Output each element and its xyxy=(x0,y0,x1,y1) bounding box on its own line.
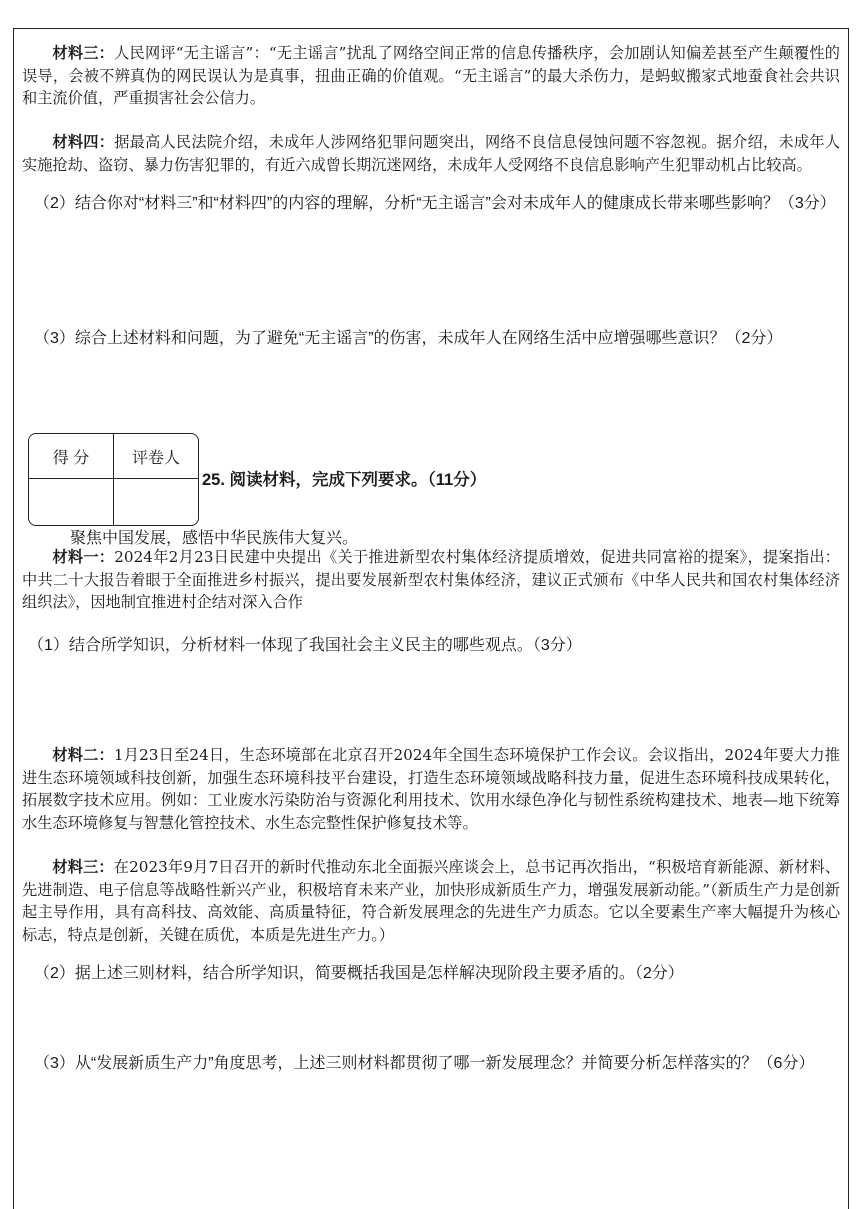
material-three-second xyxy=(22,856,840,946)
material-two xyxy=(22,744,840,834)
score-table xyxy=(28,433,199,526)
question-25-lead: 聚焦中国发展，感悟中华民族伟大复兴。 xyxy=(70,530,359,547)
material-one xyxy=(22,546,840,614)
material-text: 2024年2月23日民建中央提出《关于推进新型农村集体经济提质增效，促进共同富裕的提案》，提案指出：中共二十大报告着眼于全面推进乡村振兴，提出要发展新型农村集体经济，建议正式颁布《中华人民共和国农村集体经济组织法》，因地制宜推进村企结对深入合作 xyxy=(22,548,840,612)
material-three-first xyxy=(22,42,840,110)
material-label: 材料三： xyxy=(52,44,115,62)
score-header: 得 分 xyxy=(29,434,114,479)
material-text: 据最高人民法院介绍，未成年人涉网络犯罪问题突出，网络不良信息侵蚀问题不容忽视。据介绍，未成年人实施抢劫、盗窃、暴力伤害犯罪的，有近六成曾长期沉迷网络，未成年人受网络不良信息影响产生犯罪动机占比较高。 xyxy=(22,133,841,174)
material-label: 材料三： xyxy=(52,858,114,876)
question-25-3: （3）从“发展新质生产力”角度思考，上述三则材料都贯彻了哪一新发展理念？并简要分析怎样落实的？（6分） xyxy=(34,1055,815,1072)
question-25-1: （1）结合所学知识，分析材料一体现了我国社会主义民主的哪些观点。（3分） xyxy=(28,637,582,654)
material-four xyxy=(22,131,840,176)
question-2-first: （2）结合你对“材料三”和“材料四”的内容的理解，分析“无主谣言”会对未成年人的健康成长带来哪些影响？（3分） xyxy=(34,195,836,212)
grader-header: 评卷人 xyxy=(114,434,198,479)
grader-cell[interactable] xyxy=(114,479,198,525)
material-label: 材料四： xyxy=(52,133,115,151)
material-text: 在2023年9月7日召开的新时代推动东北全面振兴座谈会上，总书记再次指出，“积极培育新能源、新材料、先进制造、电子信息等战略性新兴产业，积极培育未来产业，加快形成新质生产力，增强发展新动能。”（新质生产力是创新起主导作用，具有高科技、高效能、高质量特征，符合新发展理念的先进生产力质态。它以全要素生产率大幅提升为核心标志，特点是创新，关键在质优，本质是先进生产力。） xyxy=(22,858,841,944)
material-text: 人民网评“无主谣言”：“无主谣言”扰乱了网络空间正常的信息传播秩序，会加剧认知偏差甚至产生颠覆性的误导，会被不辨真伪的网民误认为是真事，扭曲正确的价值观。“无主谣言”的最大杀伤力，是蚂蚁搬家式地蚕食社会共识和主流价值，严重损害社会公信力。 xyxy=(22,44,840,108)
material-text: 1月23日至24日，生态环境部在北京召开2024年全国生态环境保护工作会议。会议指出，2024年要大力推进生态环境领域科技创新，加强生态环境科技平台建设，打造生态环境领域战略科技力量，促进生态环境科技成果转化，拓展数字技术应用。例如：工业废水污染防治与资源化利用技术、饮用水绿色净化与韧性系统构建技术、地表—地下统筹水生态环境修复与智慧化管控技术、水生态完整性保护修复技术等。 xyxy=(22,746,840,832)
material-label: 材料一： xyxy=(52,548,115,566)
score-cell[interactable] xyxy=(29,479,114,525)
question-3-first: （3）综合上述材料和问题，为了避免“无主谣言”的伤害，未成年人在网络生活中应增强哪些意识？（2分） xyxy=(34,330,783,347)
question-25-title: 25. 阅读材料，完成下列要求。（11分） xyxy=(202,471,487,489)
question-25-2: （2）据上述三则材料，结合所学知识，简要概括我国是怎样解决现阶段主要矛盾的。（2分） xyxy=(34,965,684,982)
material-label: 材料二： xyxy=(52,746,114,764)
